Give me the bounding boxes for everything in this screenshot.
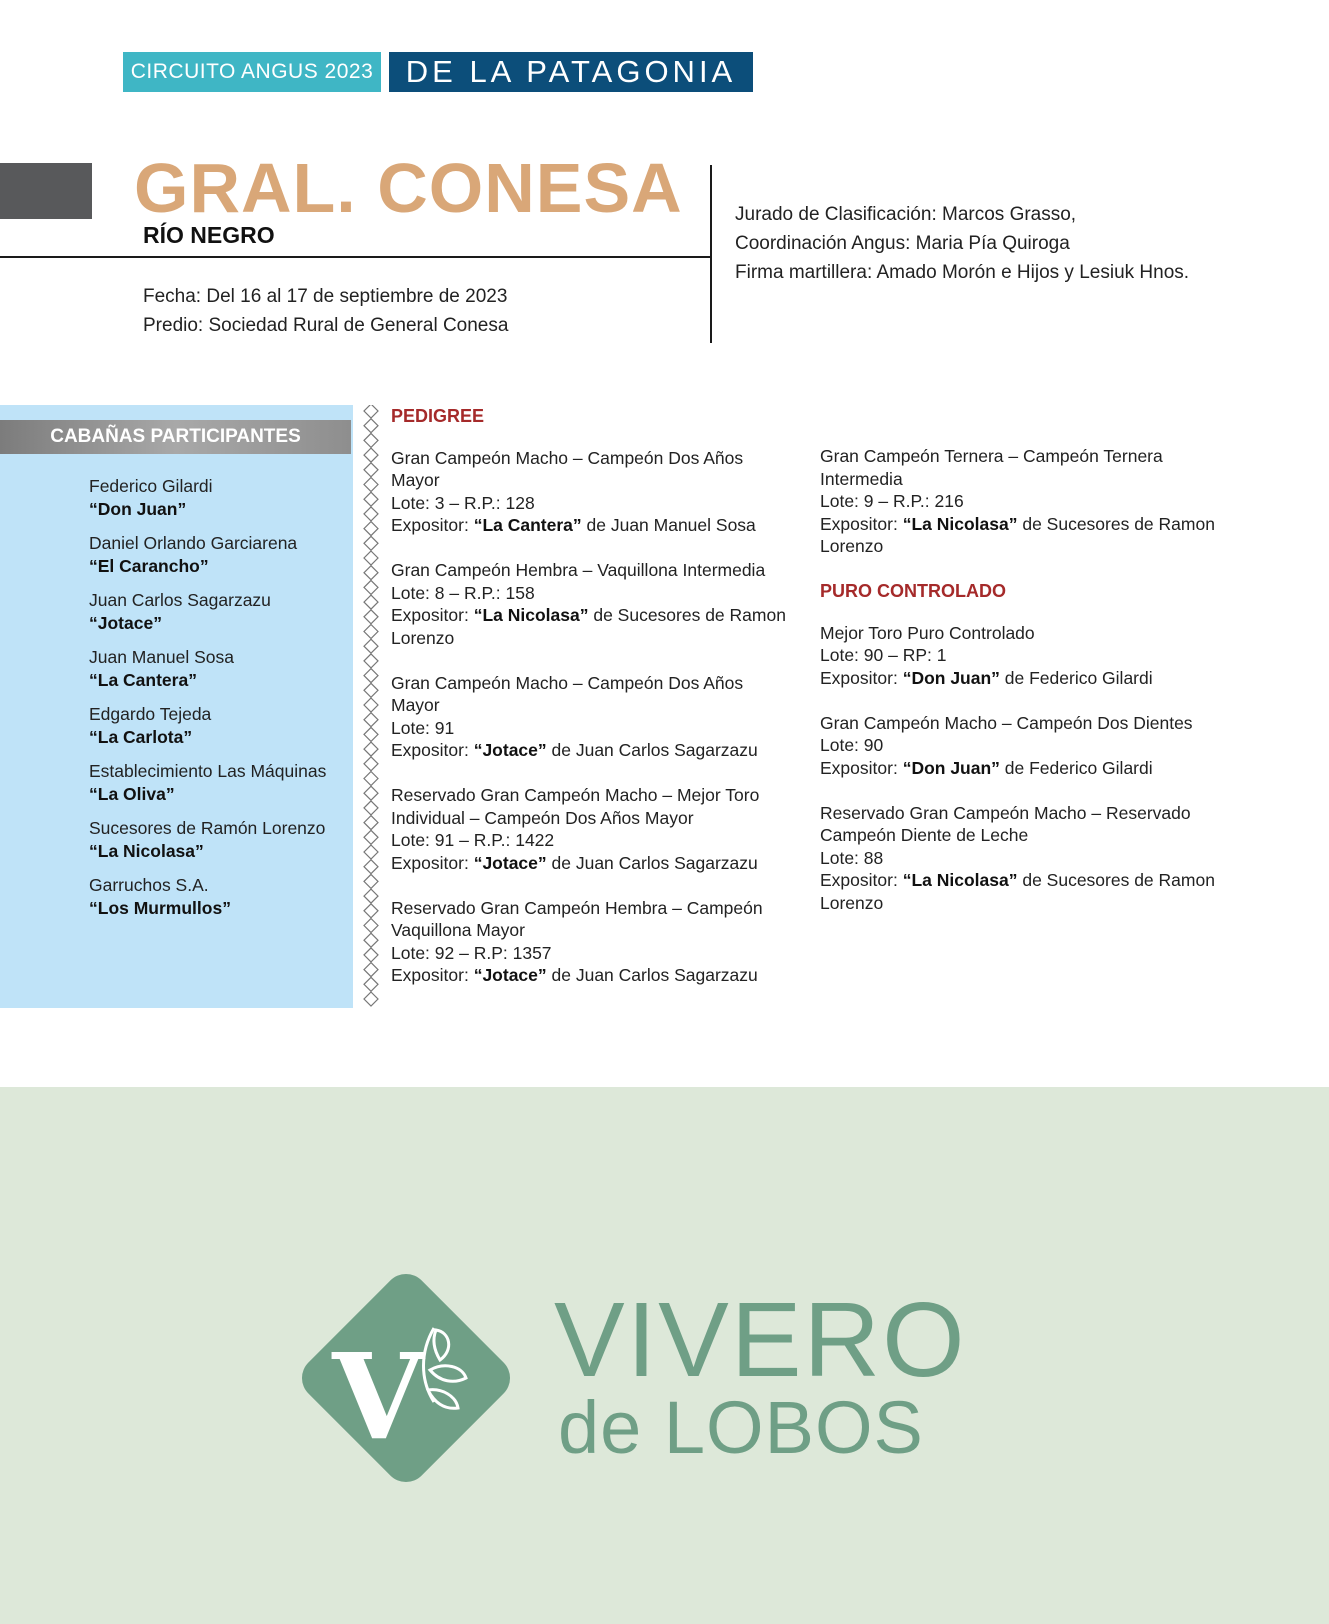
brand-name-line2: de LOBOS: [558, 1386, 924, 1469]
participant-name: Edgardo Tejeda: [89, 704, 212, 724]
award-expositor: Expositor: “La Nicolasa” de Sucesores de Ramon Lorenzo: [820, 513, 1215, 556]
diamond-mark: [364, 463, 378, 477]
award-lote: Lote: 9 – R.P.: 216: [820, 491, 964, 511]
diamond-mark: [364, 492, 378, 506]
participant-item: [89, 589, 351, 635]
participant-name: Garruchos S.A.: [89, 875, 209, 895]
participants-list: [89, 475, 351, 931]
diamond-mark: [364, 595, 378, 609]
award-lote: Lote: 91: [391, 717, 455, 738]
award-title: Mejor Toro Puro Controlado: [820, 622, 1035, 643]
diamond-mark: [364, 625, 378, 639]
diamond-mark: [364, 419, 378, 433]
diamond-mark: [364, 698, 378, 712]
divider-horizontal: [0, 256, 711, 258]
participant-name: Daniel Orlando Garciarena: [89, 533, 298, 553]
diamond-mark: [364, 757, 378, 771]
diamond-mark: [364, 580, 378, 594]
award-title: Reservado Gran Campeón Macho – Reservado Campeón Diente de Leche: [820, 802, 1191, 845]
city-title: GRAL. CONESA: [134, 149, 683, 227]
award-lote: Lote: 90: [820, 735, 884, 755]
diamond-mark: [364, 433, 378, 447]
award-title: Gran Campeón Macho – Campeón Dos Dientes: [820, 712, 1193, 733]
staff-jurado: Jurado de Clasificación: Marcos Grasso,: [735, 204, 1077, 225]
award-expositor: Expositor: “Don Juan” de Federico Gilardi: [820, 757, 1153, 778]
participant-cabana: “Jotace”: [89, 613, 162, 633]
diamond-mark: [364, 654, 378, 668]
award-lote: Lote: 92 – R.P: 1357: [391, 942, 552, 963]
award-expositor: Expositor: “La Nicolasa” de Sucesores de Ramon Lorenzo: [820, 870, 1215, 913]
leaf-monogram-icon: [288, 1262, 524, 1494]
brand-monogram: V: [332, 1327, 424, 1466]
participant-item: [89, 760, 351, 806]
participant-cabana: “La Carlota”: [89, 727, 193, 747]
diamond-mark: [364, 713, 378, 727]
award-title: Reservado Gran Campeón Hembra – Campeón Vaquillona Mayor: [391, 897, 763, 940]
award-entry: [391, 897, 791, 987]
diamond-mark: [364, 478, 378, 492]
award-title: Gran Campeón Macho – Campeón Dos Años Mayor: [391, 447, 744, 490]
staff-firma: Firma martillera: Amado Morón e Hijos y Lesiuk Hnos.: [735, 262, 1190, 283]
participant-name: Juan Carlos Sagarzazu: [89, 590, 271, 610]
award-entry: [391, 672, 791, 762]
award-expositor: Expositor: “Jotace” de Juan Carlos Sagarzazu: [391, 740, 758, 760]
award-entry: [820, 712, 1240, 780]
award-lote: Lote: 8 – R.P.: 158: [391, 582, 535, 603]
diamond-mark: [364, 816, 378, 830]
participant-item: [89, 817, 351, 863]
diamond-mark: [364, 536, 378, 550]
circuit-tag: CIRCUITO ANGUS 2023: [123, 52, 381, 92]
award-expositor: Expositor: “Don Juan” de Federico Gilardi: [820, 667, 1153, 688]
diamond-mark: [364, 860, 378, 874]
award-lote: Lote: 88: [820, 847, 884, 868]
sidebar-title: CABAÑAS PARTICIPANTES: [0, 420, 351, 454]
award-expositor: Expositor: “La Nicolasa” de Sucesores de Ramon Lorenzo: [391, 605, 786, 648]
participant-cabana: “Don Juan”: [89, 499, 187, 519]
participant-cabana: “La Oliva”: [89, 784, 175, 804]
participant-name: Sucesores de Ramón Lorenzo: [89, 818, 326, 838]
diamond-mark: [364, 669, 378, 683]
pedigree-heading: PEDIGREE: [391, 406, 485, 426]
pedigree-column: [391, 405, 791, 1009]
province-subtitle: RÍO NEGRO: [143, 222, 275, 248]
participant-item: [89, 874, 351, 920]
staff-coordinacion: Coordinación Angus: Maria Pía Quiroga: [735, 233, 1070, 254]
award-entry: [820, 622, 1240, 690]
award-title: Reservado Gran Campeón Macho – Mejor Toro Individual – Campeón Dos Años Mayor: [391, 785, 760, 828]
diamond-mark: [364, 904, 378, 918]
decorative-block: [0, 163, 92, 219]
participant-cabana: “Los Murmullos”: [89, 898, 231, 918]
participant-item: [89, 532, 351, 578]
staff-info: [735, 200, 1189, 287]
participant-item: [89, 703, 351, 749]
award-entry: [391, 784, 791, 874]
event-venue: Predio: Sociedad Rural de General Conesa: [143, 315, 509, 336]
award-lote: Lote: 3 – R.P.: 128: [391, 492, 535, 513]
award-title: Gran Campeón Ternera – Campeón Ternera Intermedia: [820, 446, 1163, 489]
diamond-chain-icon: [362, 405, 380, 1010]
award-expositor: Expositor: “Jotace” de Juan Carlos Sagarzazu: [391, 852, 758, 873]
diamond-mark: [364, 522, 378, 536]
diamond-mark: [364, 566, 378, 580]
diamond-mark: [364, 889, 378, 903]
award-title: Gran Campeón Hembra – Vaquillona Intermedia: [391, 560, 766, 580]
diamond-mark: [364, 786, 378, 800]
participant-cabana: “El Carancho”: [89, 556, 209, 576]
event-date: Fecha: Del 16 al 17 de septiembre de 2023: [143, 286, 508, 307]
diamond-mark: [364, 845, 378, 859]
participant-name: Juan Manuel Sosa: [89, 647, 234, 667]
diamond-mark: [364, 992, 378, 1006]
event-info: [143, 282, 508, 340]
participant-name: Federico Gilardi: [89, 476, 213, 496]
diamond-mark: [364, 727, 378, 741]
award-expositor: Expositor: “Jotace” de Juan Carlos Sagarzazu: [391, 965, 758, 985]
participant-cabana: “La Cantera”: [89, 670, 197, 690]
diamond-mark: [364, 448, 378, 462]
award-expositor: Expositor: “La Cantera” de Juan Manuel Sosa: [391, 515, 756, 535]
participant-cabana: “La Nicolasa”: [89, 841, 204, 861]
diamond-mark: [364, 801, 378, 815]
award-lote: Lote: 90 – RP: 1: [820, 645, 947, 665]
brand-name-line1: VIVERO: [554, 1281, 967, 1399]
award-entry: [820, 445, 1240, 558]
participant-item: [89, 646, 351, 692]
award-lote: Lote: 91 – R.P.: 1422: [391, 830, 555, 850]
diamond-mark: [364, 742, 378, 756]
award-entry: [820, 802, 1240, 915]
region-tag: DE LA PATAGONIA: [389, 52, 753, 92]
diamond-mark: [364, 948, 378, 962]
diamond-mark: [364, 507, 378, 521]
award-title: Gran Campeón Macho – Campeón Dos Años Mayor: [391, 672, 744, 715]
diamond-mark: [364, 683, 378, 697]
diamond-mark: [364, 610, 378, 624]
diamond-mark: [364, 963, 378, 977]
divider-vertical: [710, 165, 712, 343]
award-entry: [391, 559, 791, 649]
diamond-mark: [364, 551, 378, 565]
diamond-mark: [364, 772, 378, 786]
diamond-mark: [364, 919, 378, 933]
diamond-mark: [364, 405, 378, 418]
participant-name: Establecimiento Las Máquinas: [89, 761, 327, 781]
diamond-mark: [364, 933, 378, 947]
diamond-mark: [364, 639, 378, 653]
diamond-mark: [364, 830, 378, 844]
puro-controlado-heading: PURO CONTROLADO: [820, 581, 1006, 601]
award-entry: [391, 447, 791, 537]
diamond-mark: [364, 977, 378, 991]
right-column: [820, 445, 1240, 937]
participant-item: [89, 475, 351, 521]
diamond-mark: [364, 874, 378, 888]
